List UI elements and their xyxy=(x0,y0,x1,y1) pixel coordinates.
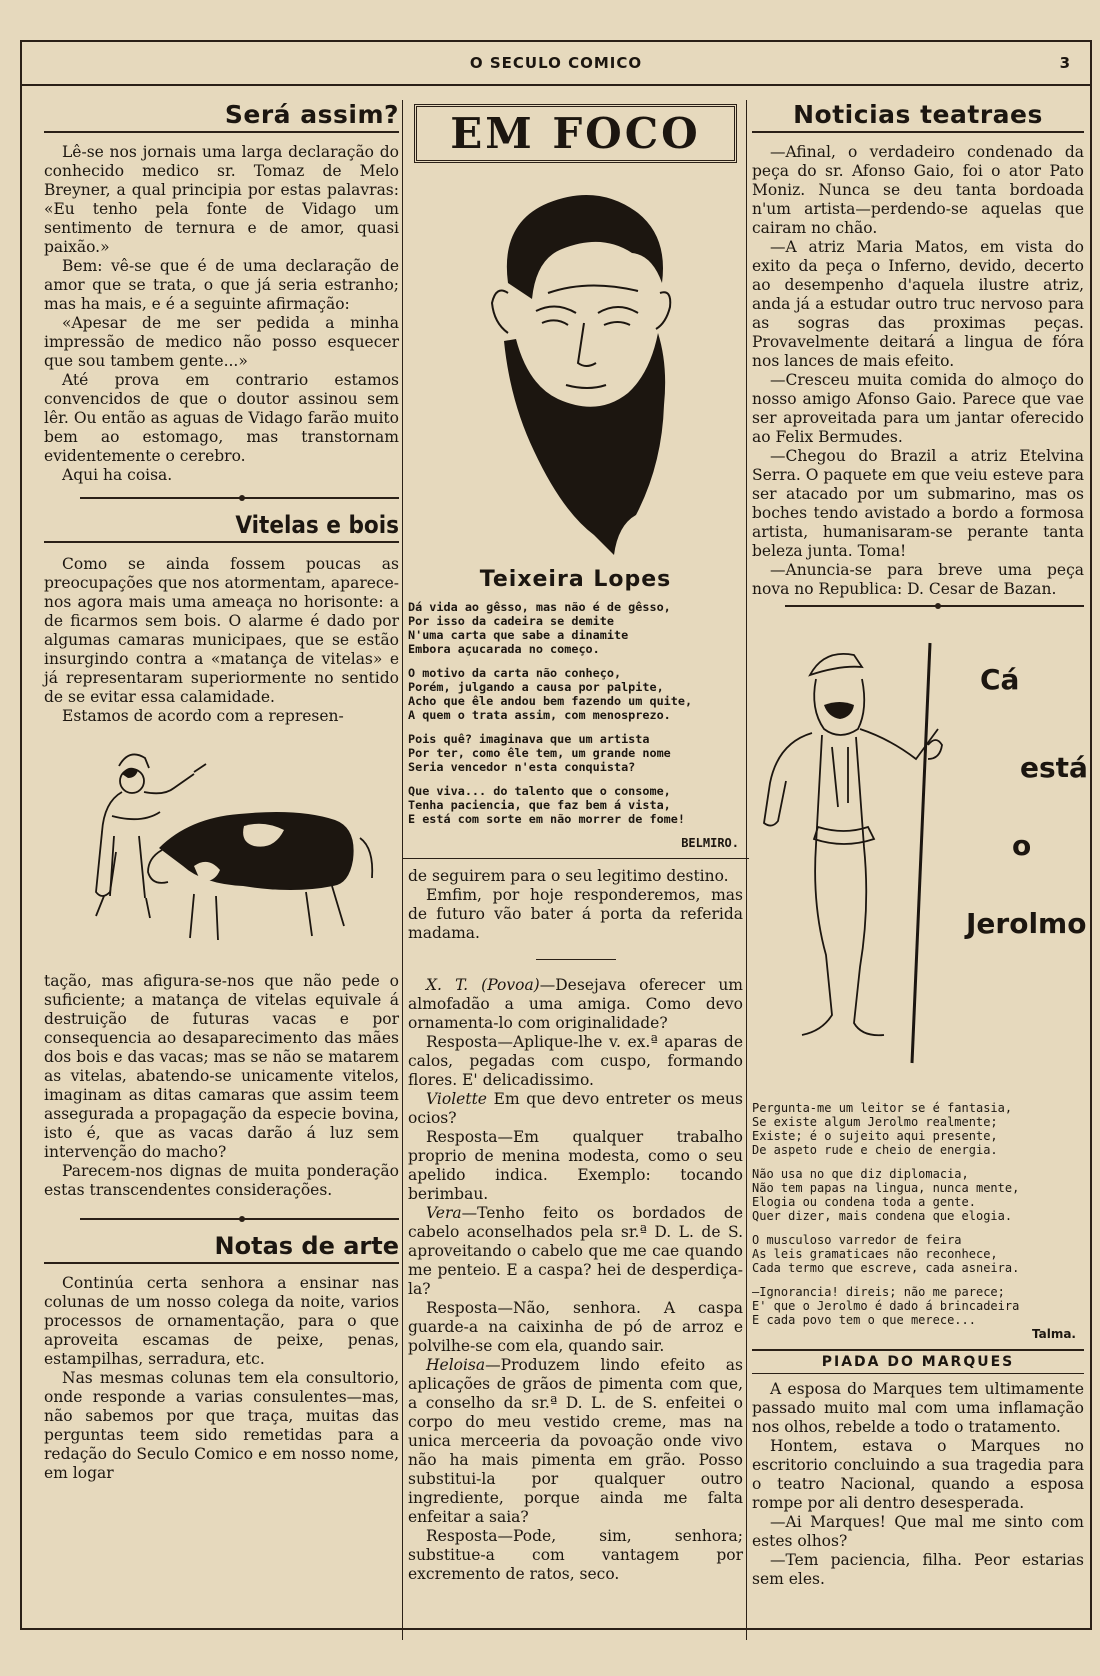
qa-text: Resposta—Pode, sim, senhora; substitue-a com vantagem por excremento de ratos, seco. xyxy=(408,1527,743,1583)
poem-line: Por ter, como êle tem, um grande nome xyxy=(408,746,671,760)
paragraph: Aqui ha coisa. xyxy=(62,466,173,484)
paragraph: —Chegou do Brazil a atriz Etelvina Serra. O paquete em que veiu esteve para ser atacado por um submarino, mas os boches tendo avistado a bordo a formosa artista, humanisaram-se perante tanta beleza junta. Toma! xyxy=(752,447,1084,560)
consultorio-continuation xyxy=(408,867,743,943)
poem-signature: Talma. xyxy=(1031,1327,1076,1341)
man-calf-drawing-icon xyxy=(44,726,399,972)
column-left xyxy=(44,100,399,1483)
paragraph: —Afinal, o verdadeiro condenado da peça do sr. Afonso Gaio, foi o ator Pato Moniz. Nunca se deu tanta bordoada n'um artista—perdendo-se aquelas que cairam no chão. xyxy=(752,143,1084,237)
masthead xyxy=(22,42,1090,86)
poem-stanza xyxy=(408,666,743,722)
page-number: 3 xyxy=(1059,54,1070,72)
qa-lead: X. T. (Povoa) xyxy=(426,976,540,994)
paragraph: —Anuncia-se para breve uma peça nova no Republica: D. Cesar de Bazan. xyxy=(752,561,1084,598)
poem-stanza xyxy=(408,600,743,656)
poem-signature: BELMIRO. xyxy=(681,836,739,850)
paragraph: —Cresceu muita comida do almoço do nosso amigo Afonso Gaio. Parece que vae ser aproveitada para um jantar oferecido ao Felix Bermudes. xyxy=(752,371,1084,446)
poem-stanza xyxy=(752,1233,1084,1275)
qa-text: —Tenho feito os bordados de cabelo aconselhados pela sr.ª D. L. de S. aproveitando o cabelo que me cae quando me penteio. E a caspa? hei de desperdiça-la? xyxy=(408,1204,743,1298)
qa-lead: Heloisa xyxy=(426,1356,486,1374)
poem-line: E está com sorte em não morrer de fome! xyxy=(408,812,685,826)
portrait-caption: Teixeira Lopes xyxy=(479,567,672,592)
article-title-noticias-teatraes: Noticias teatraes xyxy=(752,100,1084,133)
qa-entry xyxy=(408,1356,743,1527)
short-divider xyxy=(536,959,616,960)
poem-line: Cada termo que escreve, cada asneira. xyxy=(752,1261,1020,1275)
article-title-sera-assim: Será assim? xyxy=(44,100,399,133)
sidebar-word: Cá xyxy=(980,663,1020,696)
qa-text: Em que devo entreter os meus ocios? xyxy=(408,1090,743,1127)
illustration-jerolmo xyxy=(752,615,1088,1101)
paragraph: —A atriz Maria Matos, em vista do exito da peça o Inferno, devido, decerto ao desempenho d'aquela ilustre atriz, anda já a estudar outro truc nervoso para as sogras das proximas peças. Provavelmente deitará a lingua de fóra nos lances de mais efeito. xyxy=(752,238,1084,370)
article-piada-do-marques xyxy=(752,1380,1084,1589)
paragraph: «Apesar de me ser pedida a minha impressão de medico não posso esquecer que sou tambem gente...» xyxy=(44,314,399,370)
paragraph: Parecem-nos dignas de muita ponderação estas transcendentes considerações. xyxy=(44,1162,399,1199)
paragraph: —Tem paciencia, filha. Peor estarias sem eles. xyxy=(752,1551,1084,1588)
qa-entry xyxy=(408,1090,743,1128)
paragraph: Bem: vê-se que é de uma declaração de amor que se trata, o que já seria estranho; mas ha mais, e é a seguinte afirmação: xyxy=(44,257,399,313)
ornamental-rule xyxy=(44,1216,399,1222)
poem-line: Porém, julgando a causa por palpite, xyxy=(408,680,664,694)
poem-line: O motivo da carta não conheço, xyxy=(408,666,622,680)
paragraph: A esposa do Marques tem ultimamente passado muito mal com uma inflamação nos olhos, rebelde a todo o tratamento. xyxy=(752,1380,1084,1436)
qa-entry xyxy=(408,1299,743,1356)
poem-line: Seria vencedor n'esta conquista? xyxy=(408,760,636,774)
paragraph: Como se ainda fossem poucas as preocupações que nos atormentam, aparece-nos agora mais uma ameaça no horisonte: a de ficarmos sem bois. O alarme é dado por algumas camaras municipaes, que se estão insurgindo contra a «matança de vitelas» e já representaram superiormente no sentido de se evitar essa calamidade. xyxy=(44,555,399,706)
sidebar-word: Jerolmo xyxy=(966,907,1087,940)
qa-text: Resposta—Aplique-lhe v. ex.ª aparas de calos, pegadas com cuspo, formando flores. E' delicadissimo. xyxy=(408,1033,743,1089)
poem-line: N'uma carta que sabe a dinamite xyxy=(408,628,629,642)
poem-stanza xyxy=(752,1167,1084,1223)
poem-line: Elogia ou condena toda a gente. xyxy=(752,1195,976,1209)
portrait-illustration xyxy=(408,163,743,563)
article-title-notas-de-arte: Notas de arte xyxy=(44,1232,399,1264)
article-noticias-teatraes xyxy=(752,143,1084,599)
paragraph: Emfim, por hoje responderemos, mas de futuro vão bater á porta da referida madama. xyxy=(408,886,743,942)
qa-lead: Vera xyxy=(426,1204,462,1222)
poem-line: E' que o Jerolmo é dado á brincadeira xyxy=(752,1299,1020,1313)
column-center xyxy=(408,100,743,1584)
poem-stanza xyxy=(752,1101,1084,1157)
poem-stanza xyxy=(408,732,743,774)
masthead-title: O SECULO COMICO xyxy=(469,54,643,72)
paragraph: Até prova em contrario estamos convencidos de que o doutor assinou sem lêr. Ou então as aguas de Vidago farão muito bem ao estomago, mas transtornam evidentemente o cerebro. xyxy=(44,371,399,465)
ornamental-rule xyxy=(44,495,399,501)
poem-stanza xyxy=(752,1285,1084,1327)
poem-line: Embora açucarada no começo. xyxy=(408,642,600,656)
jerolmo-figure-icon xyxy=(752,615,1087,1101)
poem-line: As leis gramaticaes não reconhece, xyxy=(752,1247,998,1261)
poem-line: Que viva... do talento que o consome, xyxy=(408,784,671,798)
paragraph: —Ai Marques! Que mal me sinto com estes olhos? xyxy=(752,1513,1084,1550)
paragraph: de seguirem para o seu legitimo destino. xyxy=(408,867,729,885)
poem-jerolmo xyxy=(752,1101,1084,1341)
qa-text: Resposta—Não, senhora. A caspa guarde-a na caixinha de pó de arroz e polvilhe-se com ela, quando sair. xyxy=(408,1299,743,1355)
paragraph: Estamos de acordo com a represen- xyxy=(62,707,344,725)
article-notas-de-arte xyxy=(44,1274,399,1483)
qa-lead: Violette xyxy=(426,1090,487,1108)
poem-line: —Ignorancia! direis; não me parece; xyxy=(752,1285,1005,1299)
poem-teixeira-lopes xyxy=(408,600,743,850)
article-vitelas xyxy=(44,555,399,1200)
poem-line: De aspeto rude e cheio de energia. xyxy=(752,1143,998,1157)
qa-entry xyxy=(408,1033,743,1090)
poem-line: Quer dizer, mais condena que elogia. xyxy=(752,1209,1013,1223)
paragraph: Lê-se nos jornais uma larga declaração do conhecido medico sr. Tomaz de Melo Breyner, a qual principia por estas palavras: «Eu tenho pela fonte de Vidago um sentimento de ternura e de amor, quasi paixão.» xyxy=(44,143,399,256)
paragraph: Nas mesmas colunas tem ela consultorio, onde responde a varias consulentes—mas, não sabemos por que traça, muitas das perguntas teem sido remetidas para a redação do Seculo Comico e em nosso nome, em logar xyxy=(44,1369,399,1482)
newspaper-page xyxy=(20,40,1092,1630)
poem-line: Tenha paciencia, que faz bem á vista, xyxy=(408,798,671,812)
consultorio-qa xyxy=(408,976,743,1584)
poem-line: O musculoso varredor de feira xyxy=(752,1233,962,1247)
sidebar-word: está xyxy=(1020,751,1088,784)
poem-stanza xyxy=(408,784,743,826)
poem-line: A quem o trata assim, com menosprezo. xyxy=(408,708,671,722)
column-rule-left xyxy=(402,100,403,1640)
column-right xyxy=(752,100,1088,1589)
section-divider xyxy=(402,858,749,859)
poem-line: Pois quê? imaginava que um artista xyxy=(408,732,650,746)
paragraph: tação, mas afigura-se-nos que não pede o suficiente; a matança de vitelas equivale á destruição de futuras vacas e por consequencia ao desaparecimento das mães dos bois e das vacas; mas se não se matarem as vitelas, abatendo-se unicamente vitelos, imaginam as ditas camaras que assim teem assegurada a propagação da especie bovina, isto é, que as vacas darão á luz sem intervenção do macho? xyxy=(44,972,399,1161)
poem-line: Acho que êle andou bem fazendo um quite, xyxy=(408,694,693,708)
sidebar-word: o xyxy=(1012,829,1032,862)
piada-title: PIADA DO MARQUES xyxy=(752,1349,1084,1374)
poem-line: Por isso da cadeira se demite xyxy=(408,614,614,628)
article-sera-assim xyxy=(44,143,399,485)
qa-text: —Desejava oferecer um almofadão a uma amiga. Como devo ornamenta-lo com originalidade? xyxy=(408,976,743,1032)
poem-line: Se existe algum Jerolmo realmente; xyxy=(752,1115,998,1129)
qa-text: —Produzem lindo efeito as aplicações de grãos de pimenta com que, a conselho da sr.ª D. L. de S. enfeitei o corpo do meu vestido creme, mas na unica merceeria da povoação onde vivo não ha mais pimenta em grão. Posso substitui-la por qualquer outro ingrediente, porque ainda me falta enfeitar a saia? xyxy=(408,1356,743,1526)
ornamental-rule xyxy=(752,603,1084,609)
illustration-man-and-calf xyxy=(44,726,399,972)
poem-line: Não tem papas na lingua, nunca mente, xyxy=(752,1181,1020,1195)
bearded-man-portrait-icon xyxy=(408,163,743,563)
qa-entry xyxy=(408,1527,743,1584)
paragraph: Continúa certa senhora a ensinar nas colunas de um nosso colega da noite, varios processos de ornamentação, para o que aproveita escamas de peixe, penas, estampilhas, serradura, etc. xyxy=(44,1274,399,1368)
em-foco-banner: EM FOCO xyxy=(414,104,737,163)
column-rule-right xyxy=(746,100,747,1640)
qa-entry xyxy=(408,1128,743,1204)
qa-entry xyxy=(408,976,743,1033)
poem-line: Existe; é o sujeito aqui presente, xyxy=(752,1129,998,1143)
poem-line: Dá vida ao gêsso, mas não é de gêsso, xyxy=(408,600,671,614)
poem-line: Não usa no que diz diplomacia, xyxy=(752,1167,969,1181)
poem-line: E cada povo tem o que merece... xyxy=(752,1313,976,1327)
qa-text: Resposta—Em qualquer trabalho proprio de menina modesta, como o seu apelido indica. Exemplo: tocando berimbau. xyxy=(408,1128,743,1203)
paragraph: Hontem, estava o Marques no escritorio concluindo a sua tragedia para o teatro Nacional, quando a esposa rompe por ali dentro desesperada. xyxy=(752,1437,1084,1512)
poem-line: Pergunta-me um leitor se é fantasia, xyxy=(752,1101,1013,1115)
article-title-vitelas: Vitelas e bois xyxy=(44,511,399,543)
qa-entry xyxy=(408,1204,743,1299)
